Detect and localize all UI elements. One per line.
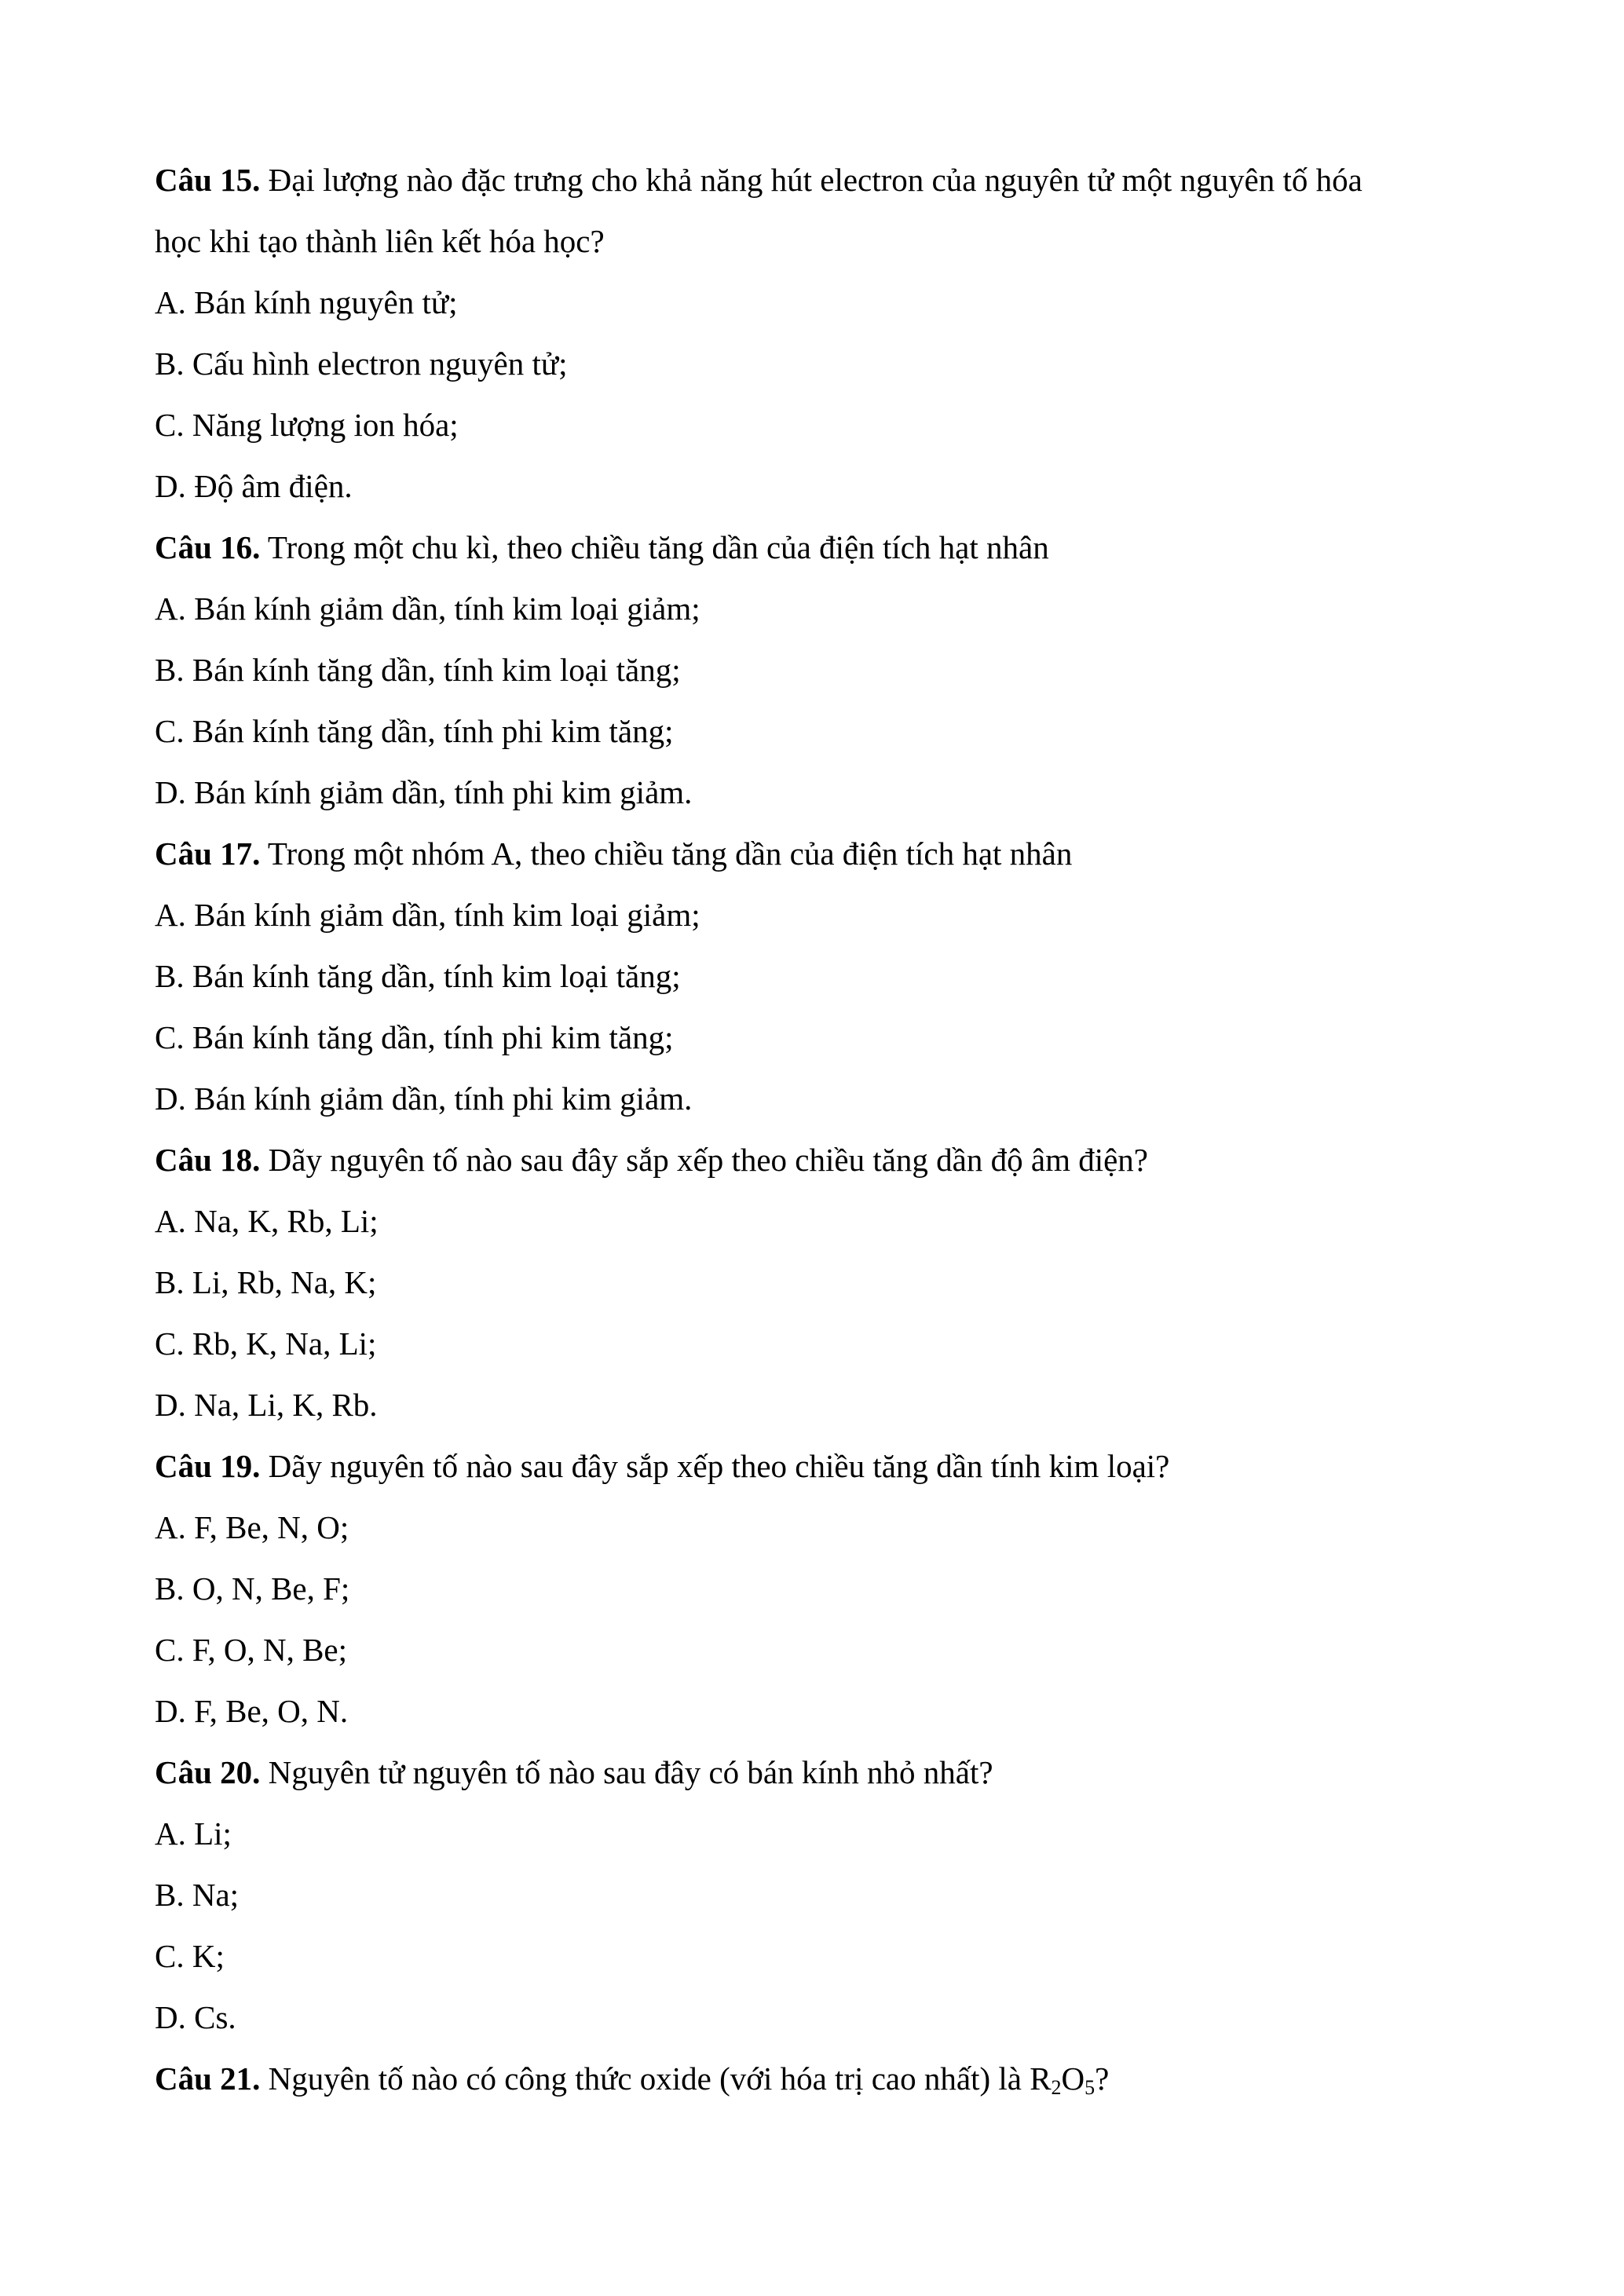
question-21-number: Câu 21. [155, 2060, 261, 2097]
question-19-line-1 [155, 1435, 1490, 1497]
question-19-option-b: B. O, N, Be, F; [155, 1570, 350, 1607]
question-18-option-d: D. Na, Li, K, Rb. [155, 1387, 378, 1423]
question-20-option-d: D. Cs. [155, 1999, 236, 2035]
question-20-option-a: A. Li; [155, 1815, 232, 1852]
formula-subscript-2: 2 [1051, 2076, 1062, 2099]
document-page [155, 149, 1490, 2109]
formula-oxygen: O [1061, 2060, 1085, 2097]
question-21-line-1 [155, 2048, 1490, 2109]
question-15-line-2: học khi tạo thành liên kết hóa học? [155, 223, 605, 259]
question-15-option-c: C. Năng lượng ion hóa; [155, 407, 459, 443]
question-20-text: Nguyên tử nguyên tố nào sau đây có bán kính nhỏ nhất? [260, 1754, 993, 1790]
formula-subscript-5: 5 [1084, 2076, 1095, 2099]
question-18-option-a: A. Na, K, Rb, Li; [155, 1203, 379, 1239]
question-16-number: Câu 16. [155, 529, 261, 565]
question-18-number: Câu 18. [155, 1142, 261, 1178]
question-20-option-c: C. K; [155, 1938, 225, 1974]
question-21-text-end: ? [1095, 2060, 1110, 2097]
question-20-number: Câu 20. [155, 1754, 261, 1790]
question-16-option-a: A. Bán kính giảm dần, tính kim loại giảm; [155, 590, 700, 627]
question-19-number: Câu 19. [155, 1448, 261, 1484]
question-15-option-d: D. Độ âm điện. [155, 468, 353, 504]
question-16-text: Trong một chu kì, theo chiều tăng dần của điện tích hạt nhân [260, 529, 1049, 565]
question-16-option-c: C. Bán kính tăng dần, tính phi kim tăng; [155, 713, 674, 749]
question-17-option-b: B. Bán kính tăng dần, tính kim loại tăng; [155, 958, 681, 994]
question-19-option-c: C. F, O, N, Be; [155, 1632, 348, 1668]
question-19-option-a: A. F, Be, N, O; [155, 1509, 349, 1545]
question-18-text: Dãy nguyên tố nào sau đây sắp xếp theo chiều tăng dần độ âm điện? [260, 1142, 1149, 1178]
question-18-line-1 [155, 1129, 1490, 1190]
question-18-option-c: C. Rb, K, Na, Li; [155, 1325, 377, 1362]
question-17-option-a: A. Bán kính giảm dần, tính kim loại giảm; [155, 897, 700, 933]
question-17-option-c: C. Bán kính tăng dần, tính phi kim tăng; [155, 1019, 674, 1055]
question-15-line-1 [155, 149, 1490, 210]
question-21-text: Nguyên tố nào có công thức oxide (với hóa trị cao nhất) là R [260, 2060, 1052, 2097]
question-16-line-1 [155, 517, 1490, 578]
question-18-option-b: B. Li, Rb, Na, K; [155, 1264, 377, 1300]
question-16-option-d: D. Bán kính giảm dần, tính phi kim giảm. [155, 774, 693, 810]
question-15-option-b: B. Cấu hình electron nguyên tử; [155, 345, 568, 382]
question-17-line-1 [155, 823, 1490, 884]
question-17-text: Trong một nhóm A, theo chiều tăng dần của điện tích hạt nhân [260, 835, 1073, 872]
question-17-number: Câu 17. [155, 835, 261, 872]
question-20-line-1 [155, 1742, 1490, 1803]
question-15-number: Câu 15. [155, 162, 261, 198]
question-19-text: Dãy nguyên tố nào sau đây sắp xếp theo chiều tăng dần tính kim loại? [260, 1448, 1170, 1484]
question-15-option-a: A. Bán kính nguyên tử; [155, 284, 458, 320]
question-16-option-b: B. Bán kính tăng dần, tính kim loại tăng; [155, 652, 681, 688]
question-15-text: Đại lượng nào đặc trưng cho khả năng hút electron của nguyên tử một nguyên tố hóa [260, 162, 1362, 198]
question-19-option-d: D. F, Be, O, N. [155, 1693, 349, 1729]
question-17-option-d: D. Bán kính giảm dần, tính phi kim giảm. [155, 1080, 693, 1117]
question-20-option-b: B. Na; [155, 1877, 240, 1913]
